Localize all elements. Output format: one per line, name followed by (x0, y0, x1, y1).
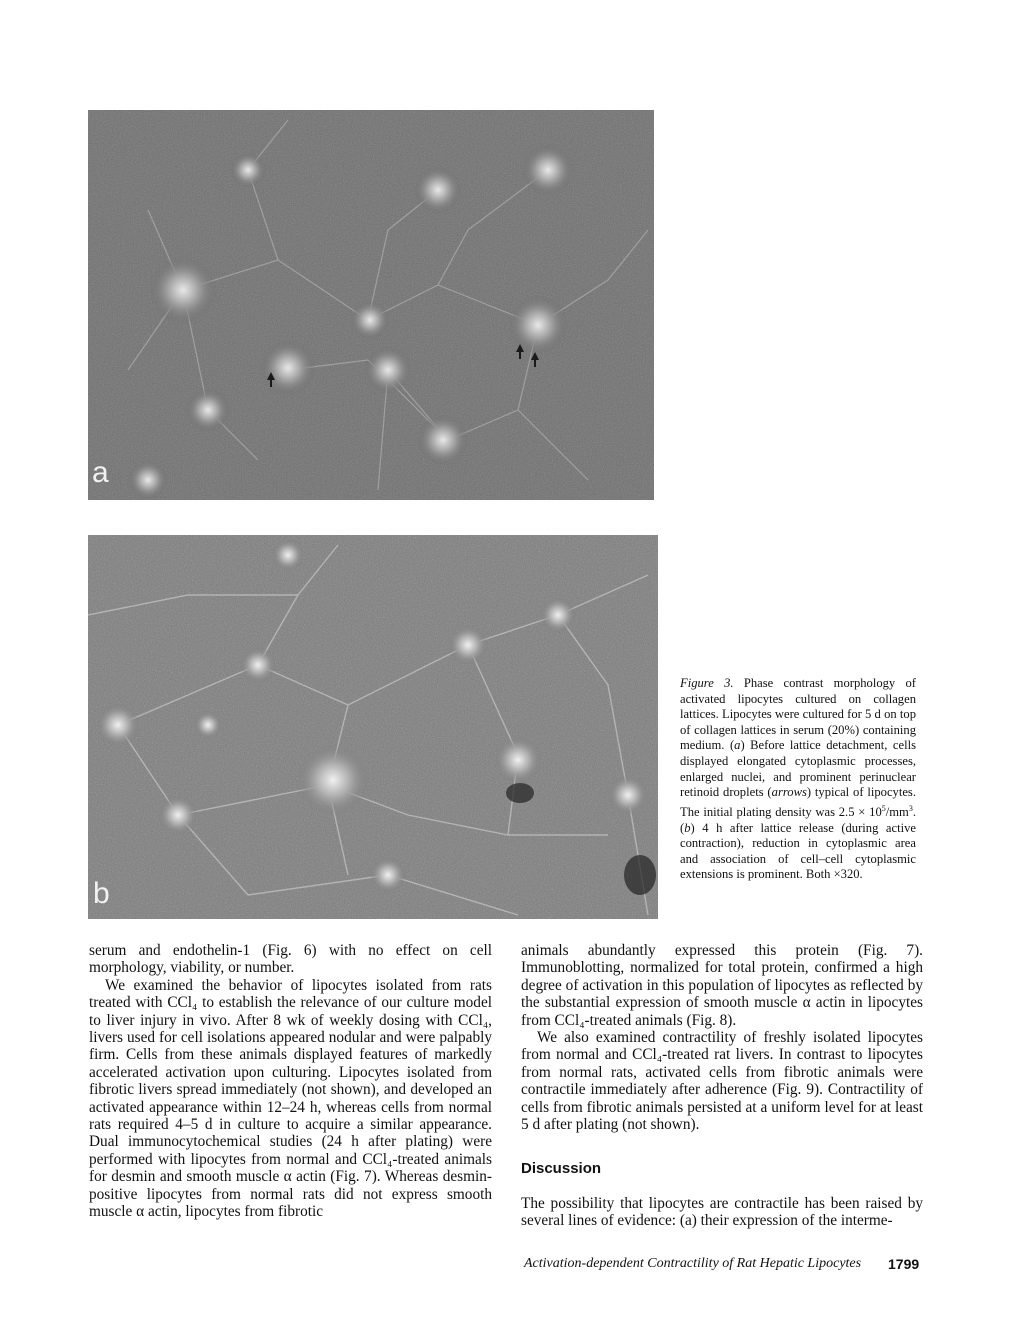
right-paragraph-2: We also examined contractility of freshly isolated lipocytes from normal and CCl₄-treated rat livers. In contrast to lipocytes from normal rats, activated cells from fibrotic animals were contractile immediately after adherence (Fig. 9). Contractility of cells from fibrotic animals persisted at a uniform level for at least 5 d after plating (not shown). (521, 1029, 923, 1134)
caption-marker-a: a (734, 738, 741, 753)
micrograph-panel-a (88, 110, 654, 500)
right-column (521, 942, 923, 1133)
page-number: 1799 (888, 1256, 920, 1272)
caption-superscript: 3 (908, 803, 913, 813)
caption-text: /mm (885, 804, 909, 819)
caption-figure-label: Figure 3. (680, 676, 734, 690)
caption-marker-b: b (684, 820, 691, 835)
right-paragraph-1: animals abundantly expressed this protein (Fig. 7). Immunoblotting, normalized for total protein, confirmed a high degree of activation in this population of lipocytes as reflected by the substantial expression of smooth muscle α actin in lipocytes from CCl₄-treated animals (Fig. 8). (521, 942, 923, 1029)
left-paragraph-2: We examined the behavior of lipocytes isolated from rats treated with CCl₄ to establish the relevance of our culture model to liver injury in vivo. After 8 wk of weekly dosing with CCl₄, livers used for cell isolations appeared nodular and were palpably firm. Cells from these animals displayed features of markedly accelerated activation upon culturing. Lipocytes isolated from fibrotic livers spread immediately (not shown), and developed an activated appearance within 12–24 h, whereas cells from normal rats required 4–5 d in culture to acquire a similar appearance. Dual immunocytochemical studies (24 h after plating) were performed with lipocytes from normal and CCl₄-treated animals for desmin and smooth muscle α actin (Fig. 7). Whereas desmin-positive lipocytes from normal rats did not express smooth muscle α actin, lipocytes from fibrotic (89, 976, 492, 1221)
caption-text: ) 4 h after lattice release (during active contraction), reduction in cytoplasmic area and association of cell–cell cytoplasmic extensions is prominent. Both ×320. (680, 820, 916, 882)
caption-superscript: 5 (881, 803, 886, 813)
right-column-discussion (521, 1195, 923, 1230)
discussion-paragraph: The possibility that lipocytes are contractile has been raised by several lines of evidence: (a) their expression of the interme- (521, 1195, 923, 1230)
figure-caption (680, 676, 916, 883)
left-column (89, 942, 492, 1221)
left-paragraph-1: serum and endothelin-1 (Fig. 6) with no effect on cell morphology, viability, or number. (89, 942, 492, 977)
caption-text: ) typical of lipocytes. The initial plating density was 2.5 × 10 (680, 785, 916, 819)
micrograph-panel-b (88, 535, 658, 919)
panel-b-label: b (93, 877, 110, 910)
panel-a-label: a (92, 456, 109, 489)
caption-text: ) Before lattice detachment, cells displayed elongated cytoplasmic processes, enlarged nuclei, and prominent perinuclear retinoid droplets ( (680, 738, 916, 800)
section-heading: Discussion (521, 1160, 602, 1177)
running-title: Activation-dependent Contractility of Rat Hepatic Lipocytes (524, 1256, 862, 1271)
caption-arrows-word: arrows (771, 785, 807, 800)
caption-text: . ( (680, 804, 916, 835)
caption-text: Phase contrast morphology of activated lipocytes cultured on collagen lattices. Lipocytes were cultured for 5 d on top of collagen lattices in serum (20%) containing medium. ( (680, 676, 916, 753)
